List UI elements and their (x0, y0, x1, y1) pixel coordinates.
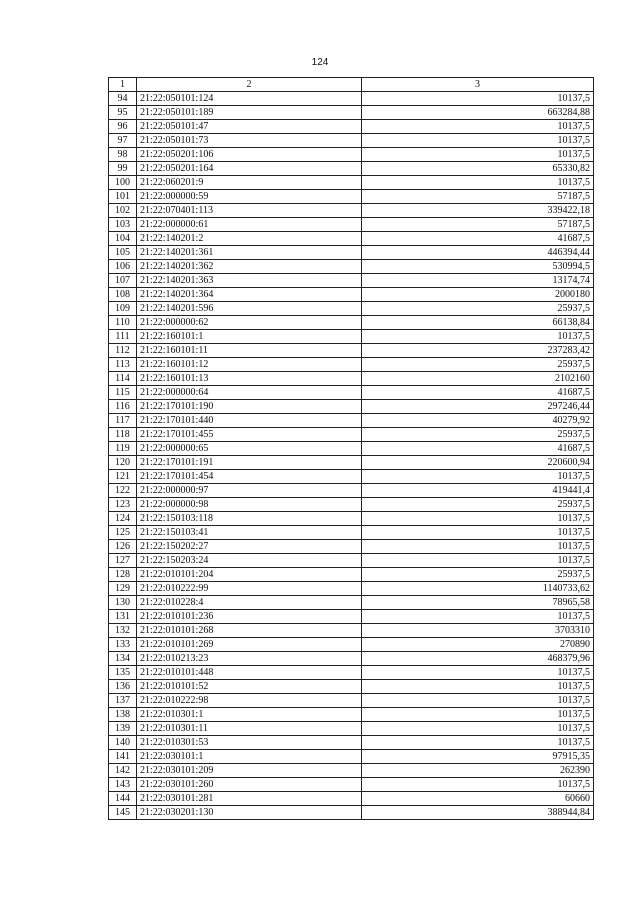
cadastral-number: 21:22:030101:1 (137, 750, 362, 764)
table-row (109, 386, 594, 400)
table-row (109, 666, 594, 680)
row-number: 119 (109, 442, 137, 456)
cadastral-number: 21:22:010101:448 (137, 666, 362, 680)
row-value: 41687,5 (362, 386, 594, 400)
cadastral-number: 21:22:010228:4 (137, 596, 362, 610)
row-value: 270890 (362, 638, 594, 652)
cadastral-number: 21:22:010222:98 (137, 694, 362, 708)
table-row (109, 148, 594, 162)
cadastral-number: 21:22:140201:363 (137, 274, 362, 288)
row-value: 10137,5 (362, 722, 594, 736)
row-value: 1140733,62 (362, 582, 594, 596)
row-value: 10137,5 (362, 736, 594, 750)
row-value: 2102160 (362, 372, 594, 386)
table-row (109, 694, 594, 708)
table-row (109, 498, 594, 512)
row-number: 136 (109, 680, 137, 694)
row-number: 129 (109, 582, 137, 596)
cadastral-number: 21:22:050101:189 (137, 106, 362, 120)
row-number: 128 (109, 568, 137, 582)
cadastral-number: 21:22:170101:191 (137, 456, 362, 470)
cadastral-number: 21:22:000000:65 (137, 442, 362, 456)
cadastral-number: 21:22:150103:118 (137, 512, 362, 526)
row-value: 25937,5 (362, 358, 594, 372)
row-value: 10137,5 (362, 176, 594, 190)
cadastral-number: 21:22:010101:268 (137, 624, 362, 638)
row-number: 134 (109, 652, 137, 666)
cadastral-number: 21:22:050101:73 (137, 134, 362, 148)
cadastral-number: 21:22:010101:236 (137, 610, 362, 624)
cadastral-number: 21:22:170101:455 (137, 428, 362, 442)
table-row (109, 750, 594, 764)
row-number: 107 (109, 274, 137, 288)
table-row (109, 736, 594, 750)
row-value: 25937,5 (362, 568, 594, 582)
column-header-1: 1 (109, 78, 137, 92)
row-value: 97915,35 (362, 750, 594, 764)
table-row (109, 470, 594, 484)
row-number: 142 (109, 764, 137, 778)
table-row (109, 624, 594, 638)
cadastral-number: 21:22:150203:24 (137, 554, 362, 568)
row-number: 105 (109, 246, 137, 260)
row-number: 133 (109, 638, 137, 652)
table-row (109, 316, 594, 330)
cadastral-number: 21:22:010301:11 (137, 722, 362, 736)
table-row (109, 610, 594, 624)
table-row (109, 568, 594, 582)
row-value: 262390 (362, 764, 594, 778)
cadastral-number: 21:22:030101:209 (137, 764, 362, 778)
row-value: 468379,96 (362, 652, 594, 666)
row-number: 96 (109, 120, 137, 134)
cadastral-number: 21:22:010213:23 (137, 652, 362, 666)
row-number: 117 (109, 414, 137, 428)
row-value: 10137,5 (362, 148, 594, 162)
row-value: 57187,5 (362, 218, 594, 232)
cadastral-number: 21:22:150103:41 (137, 526, 362, 540)
row-number: 110 (109, 316, 137, 330)
table-row (109, 638, 594, 652)
row-value: 2000180 (362, 288, 594, 302)
cadastral-number: 21:22:030101:281 (137, 792, 362, 806)
row-value: 65330,82 (362, 162, 594, 176)
cadastral-number: 21:22:000000:62 (137, 316, 362, 330)
cadastral-number: 21:22:160101:12 (137, 358, 362, 372)
cadastral-number: 21:22:160101:11 (137, 344, 362, 358)
row-number: 141 (109, 750, 137, 764)
row-number: 126 (109, 540, 137, 554)
table-row (109, 582, 594, 596)
cadastral-number: 21:22:010301:1 (137, 708, 362, 722)
row-value: 10137,5 (362, 554, 594, 568)
table-row (109, 302, 594, 316)
row-value: 66138,84 (362, 316, 594, 330)
cadastral-number: 21:22:010101:204 (137, 568, 362, 582)
row-number: 137 (109, 694, 137, 708)
table-row (109, 708, 594, 722)
row-number: 115 (109, 386, 137, 400)
row-value: 10137,5 (362, 330, 594, 344)
table-row (109, 456, 594, 470)
row-value: 10137,5 (362, 778, 594, 792)
cadastral-table (108, 77, 594, 820)
cadastral-number: 21:22:050201:106 (137, 148, 362, 162)
row-number: 144 (109, 792, 137, 806)
row-value: 10137,5 (362, 610, 594, 624)
table-row (109, 344, 594, 358)
row-number: 103 (109, 218, 137, 232)
cadastral-number: 21:22:070401:113 (137, 204, 362, 218)
cadastral-number: 21:22:140201:364 (137, 288, 362, 302)
cadastral-number: 21:22:010101:269 (137, 638, 362, 652)
row-number: 108 (109, 288, 137, 302)
row-value: 41687,5 (362, 232, 594, 246)
row-value: 41687,5 (362, 442, 594, 456)
table-row (109, 274, 594, 288)
row-value: 10137,5 (362, 526, 594, 540)
row-value: 10137,5 (362, 680, 594, 694)
table-row (109, 764, 594, 778)
row-number: 123 (109, 498, 137, 512)
row-number: 145 (109, 806, 137, 820)
row-number: 99 (109, 162, 137, 176)
row-value: 10137,5 (362, 708, 594, 722)
table-row (109, 778, 594, 792)
cadastral-number: 21:22:000000:59 (137, 190, 362, 204)
cadastral-number: 21:22:060201:9 (137, 176, 362, 190)
table-row (109, 652, 594, 666)
row-value: 57187,5 (362, 190, 594, 204)
row-value: 10137,5 (362, 540, 594, 554)
table-row (109, 372, 594, 386)
table-row (109, 190, 594, 204)
table-row (109, 680, 594, 694)
row-number: 135 (109, 666, 137, 680)
row-value: 237283,42 (362, 344, 594, 358)
table-row (109, 554, 594, 568)
row-number: 104 (109, 232, 137, 246)
cadastral-number: 21:22:000000:64 (137, 386, 362, 400)
row-number: 112 (109, 344, 137, 358)
row-value: 388944,84 (362, 806, 594, 820)
row-number: 116 (109, 400, 137, 414)
cadastral-number: 21:22:050101:124 (137, 92, 362, 106)
row-number: 109 (109, 302, 137, 316)
row-number: 122 (109, 484, 137, 498)
table-row (109, 218, 594, 232)
page-number: 124 (311, 57, 329, 68)
row-number: 113 (109, 358, 137, 372)
row-number: 132 (109, 624, 137, 638)
row-value: 663284,88 (362, 106, 594, 120)
table-row (109, 288, 594, 302)
table-row (109, 414, 594, 428)
cadastral-number: 21:22:140201:362 (137, 260, 362, 274)
table-row (109, 540, 594, 554)
table-row (109, 260, 594, 274)
row-value: 297246,44 (362, 400, 594, 414)
row-number: 131 (109, 610, 137, 624)
cadastral-number: 21:22:050201:164 (137, 162, 362, 176)
table-row (109, 204, 594, 218)
row-value: 10137,5 (362, 92, 594, 106)
cadastral-number: 21:22:010301:53 (137, 736, 362, 750)
row-number: 97 (109, 134, 137, 148)
row-number: 95 (109, 106, 137, 120)
table-row (109, 806, 594, 820)
cadastral-number: 21:22:170101:440 (137, 414, 362, 428)
row-value: 10137,5 (362, 512, 594, 526)
row-number: 139 (109, 722, 137, 736)
column-header-3: 3 (362, 78, 594, 92)
row-number: 100 (109, 176, 137, 190)
row-number: 138 (109, 708, 137, 722)
row-number: 124 (109, 512, 137, 526)
table-row (109, 428, 594, 442)
row-value: 446394,44 (362, 246, 594, 260)
cadastral-number: 21:22:170101:190 (137, 400, 362, 414)
table-row (109, 596, 594, 610)
row-number: 114 (109, 372, 137, 386)
cadastral-number: 21:22:030101:260 (137, 778, 362, 792)
table-row (109, 232, 594, 246)
row-number: 140 (109, 736, 137, 750)
row-number: 120 (109, 456, 137, 470)
row-value: 13174,74 (362, 274, 594, 288)
row-value: 3703310 (362, 624, 594, 638)
table-row (109, 120, 594, 134)
row-number: 130 (109, 596, 137, 610)
row-number: 118 (109, 428, 137, 442)
row-number: 143 (109, 778, 137, 792)
cadastral-number: 21:22:000000:61 (137, 218, 362, 232)
row-value: 25937,5 (362, 302, 594, 316)
column-header-2: 2 (137, 78, 362, 92)
row-value: 10137,5 (362, 666, 594, 680)
row-number: 102 (109, 204, 137, 218)
cadastral-number: 21:22:010101:52 (137, 680, 362, 694)
table-row (109, 134, 594, 148)
cadastral-number: 21:22:000000:97 (137, 484, 362, 498)
row-value: 25937,5 (362, 428, 594, 442)
table-row (109, 526, 594, 540)
cadastral-number: 21:22:140201:361 (137, 246, 362, 260)
cadastral-number: 21:22:150202:27 (137, 540, 362, 554)
cadastral-number: 21:22:010222:99 (137, 582, 362, 596)
table-row (109, 106, 594, 120)
cadastral-number: 21:22:000000:98 (137, 498, 362, 512)
row-value: 220600,94 (362, 456, 594, 470)
row-number: 127 (109, 554, 137, 568)
row-number: 125 (109, 526, 137, 540)
row-value: 25937,5 (362, 498, 594, 512)
table-row (109, 484, 594, 498)
cadastral-number: 21:22:050101:47 (137, 120, 362, 134)
row-value: 78965,58 (362, 596, 594, 610)
cadastral-number: 21:22:170101:454 (137, 470, 362, 484)
table-row (109, 442, 594, 456)
row-value: 530994,5 (362, 260, 594, 274)
row-number: 94 (109, 92, 137, 106)
table-row (109, 246, 594, 260)
cadastral-number: 21:22:140201:596 (137, 302, 362, 316)
cadastral-number: 21:22:030201:130 (137, 806, 362, 820)
row-value: 419441,4 (362, 484, 594, 498)
table-header-row (109, 78, 594, 92)
table-row (109, 176, 594, 190)
row-value: 339422,18 (362, 204, 594, 218)
table-row (109, 792, 594, 806)
row-number: 106 (109, 260, 137, 274)
row-value: 10137,5 (362, 470, 594, 484)
table-row (109, 330, 594, 344)
row-number: 98 (109, 148, 137, 162)
table-row (109, 512, 594, 526)
row-number: 121 (109, 470, 137, 484)
row-number: 111 (109, 330, 137, 344)
table-row (109, 162, 594, 176)
row-value: 60660 (362, 792, 594, 806)
table-row (109, 722, 594, 736)
table-row (109, 358, 594, 372)
cadastral-number: 21:22:140201:2 (137, 232, 362, 246)
cadastral-number: 21:22:160101:13 (137, 372, 362, 386)
table-row (109, 400, 594, 414)
row-value: 10137,5 (362, 694, 594, 708)
row-value: 10137,5 (362, 134, 594, 148)
row-number: 101 (109, 190, 137, 204)
row-value: 40279,92 (362, 414, 594, 428)
cadastral-number: 21:22:160101:1 (137, 330, 362, 344)
table-row (109, 92, 594, 106)
row-value: 10137,5 (362, 120, 594, 134)
